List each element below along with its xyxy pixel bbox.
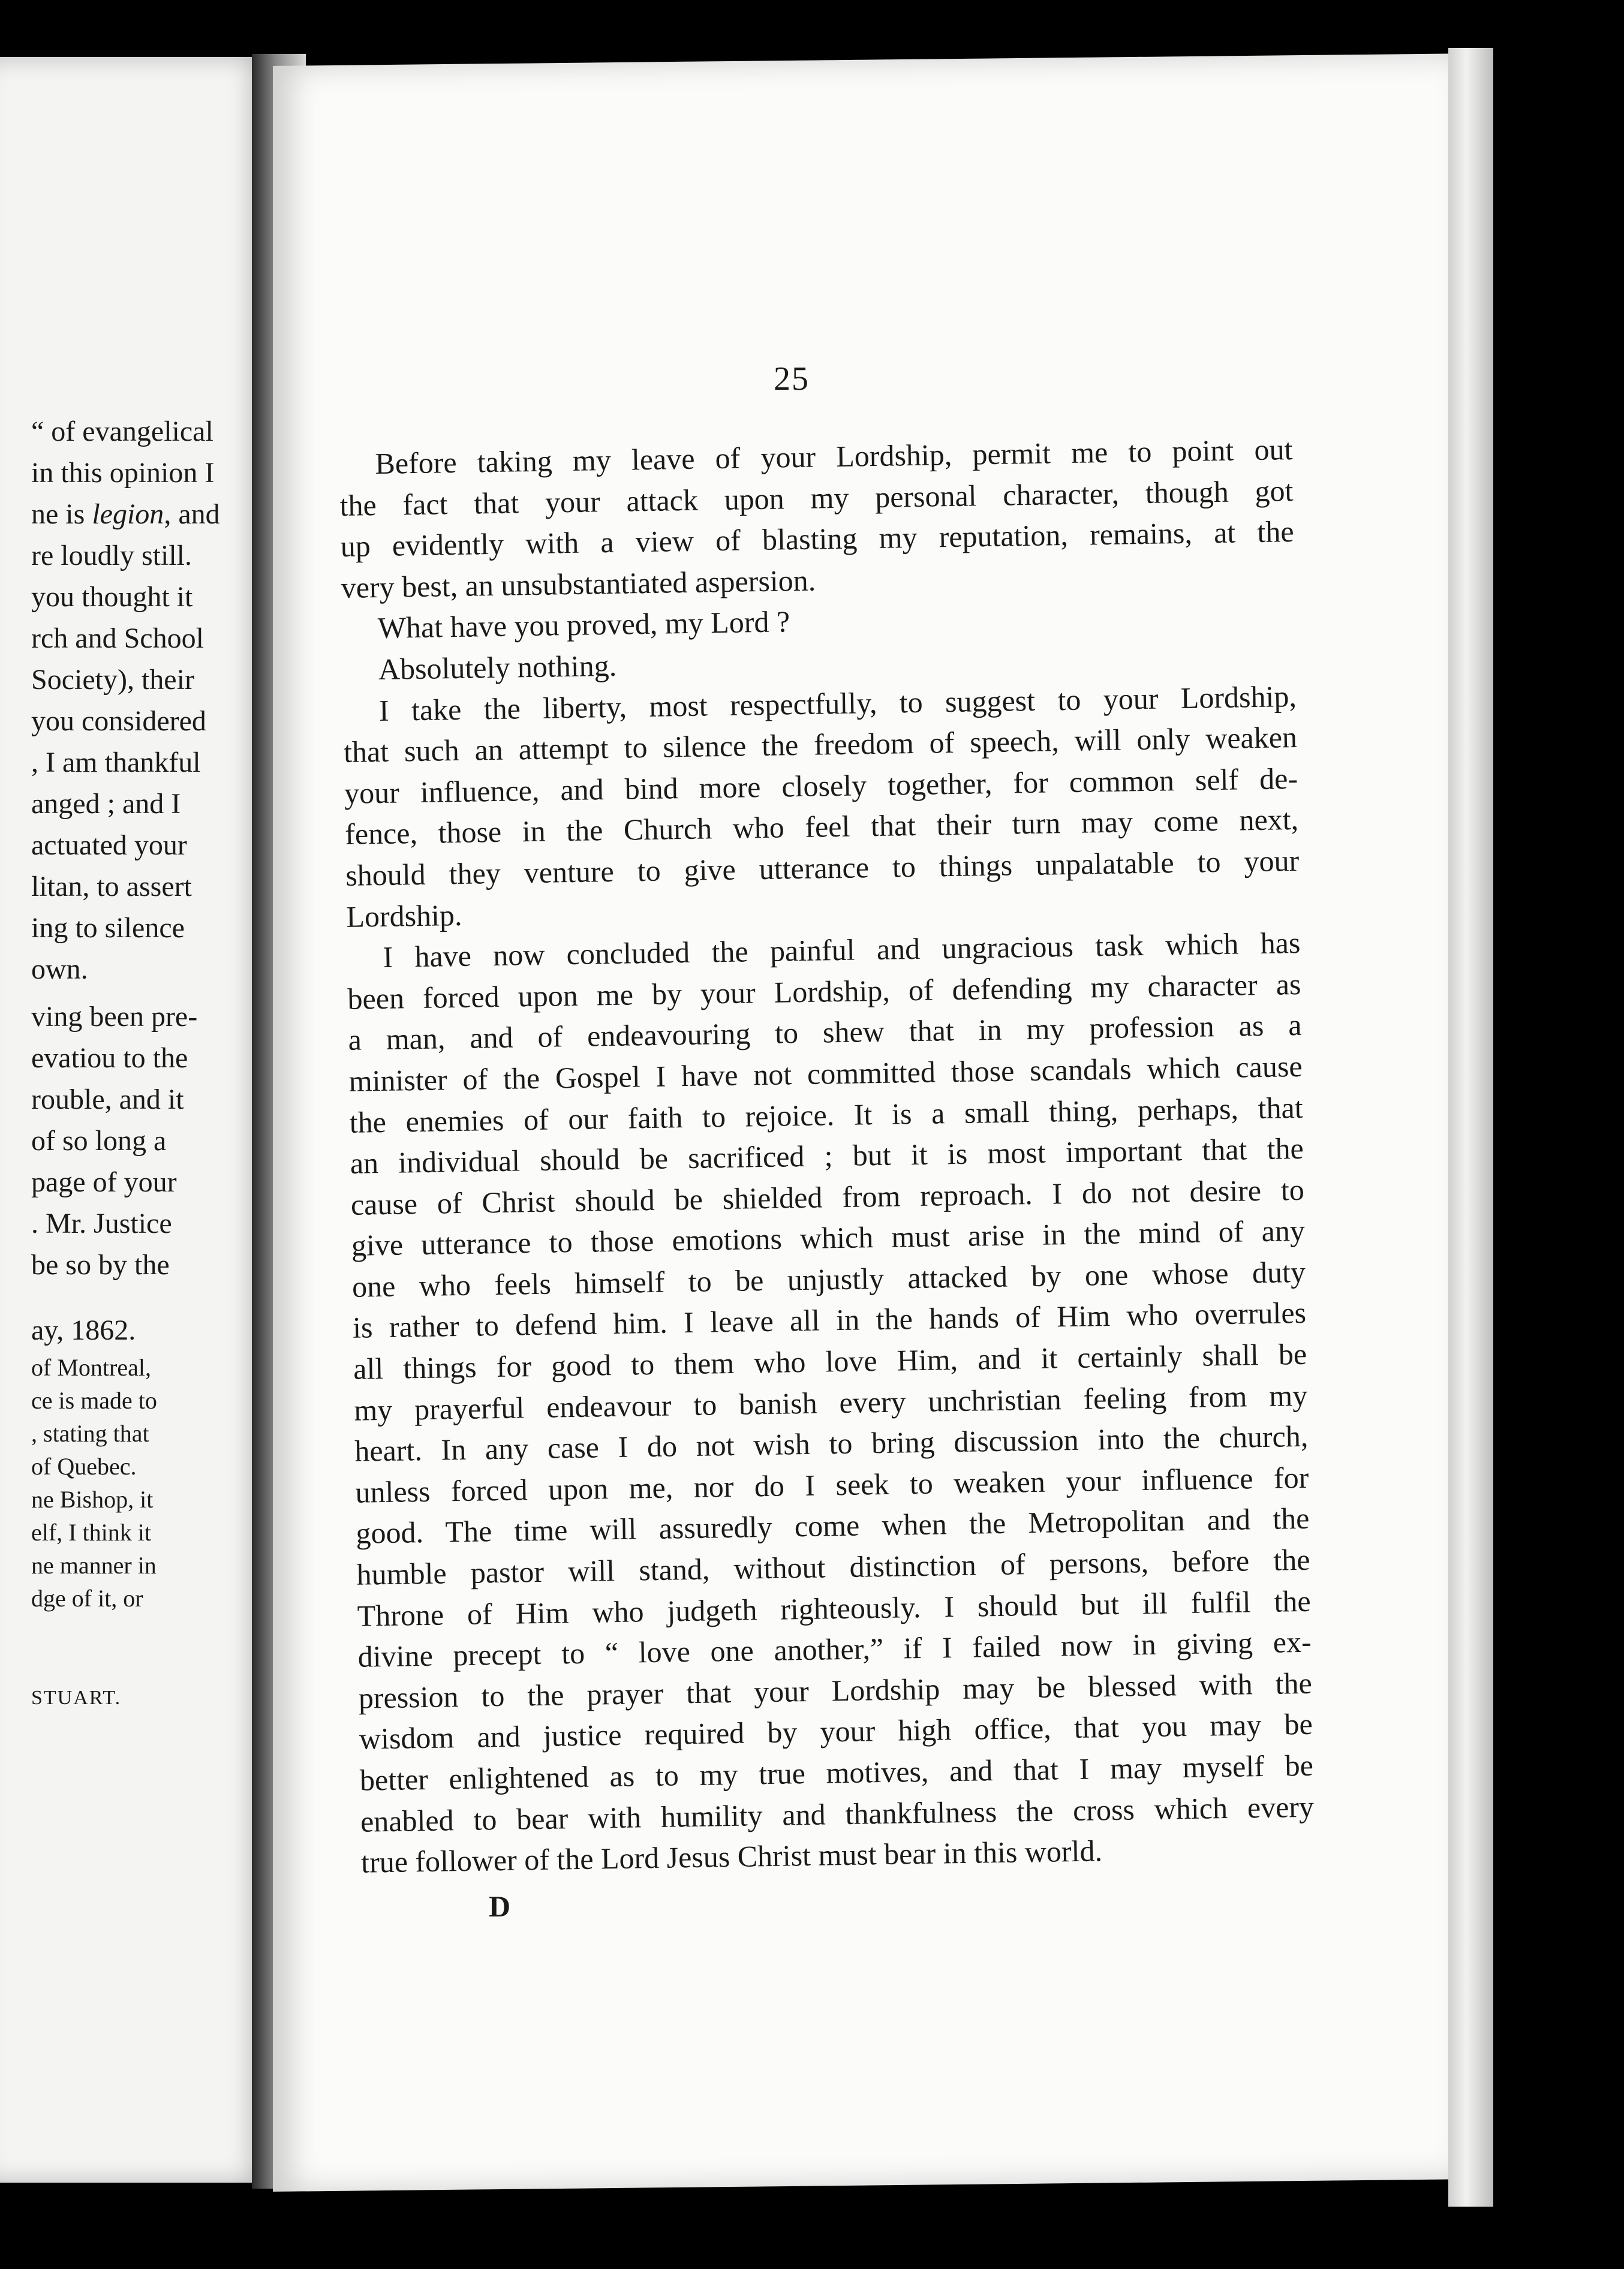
left-page-line: , I am thankful [31, 747, 201, 778]
body-line: give utterance to those emotions which must arise in the mind of any [351, 1214, 1306, 1263]
body-line: cause of Christ should be shielded from reproach. I do not desire to [350, 1172, 1305, 1221]
body-line: one who feels himself to be unjustly attacked by one whose duty [351, 1254, 1306, 1304]
body-line: I take the liberty, most respectfully, to suggest to your Lordship, [378, 679, 1297, 727]
signature-mark: D [489, 1889, 511, 1923]
left-page-line: you thought it [31, 581, 193, 613]
body-line: Lordship. [345, 898, 462, 934]
body-line: Absolutely nothing. [378, 648, 617, 686]
body-line: I have now concluded the painful and ungracious task which has [383, 926, 1301, 974]
left-page-footnote-line: , stating that [31, 1420, 149, 1447]
left-page-line: be so by the [31, 1249, 170, 1281]
left-page-footnote-line: dge of it, or [31, 1585, 143, 1612]
left-page-line: ving been pre- [31, 1001, 198, 1033]
body-line: enabled to bear with humility and thankfulness the cross which every [360, 1789, 1315, 1838]
body-line: the fact that your attack upon my personal character, though got [339, 473, 1294, 522]
left-page-footnote-line: of Montreal, [31, 1354, 151, 1381]
body-line: pression to the prayer that your Lordship may be blessed with the [358, 1666, 1313, 1715]
left-page-line: litan, to assert [31, 871, 192, 902]
left-page-line: evatiou to the [31, 1042, 188, 1074]
body-line: all things for good to them who love Him, and it certainly shall be [353, 1337, 1307, 1386]
left-page [0, 57, 270, 2183]
body-line: very best, an unsubstantiated aspersion. [341, 563, 816, 604]
body-line: a man, and of endeavouring to shew that in my profession as a [348, 1008, 1302, 1057]
left-page-date: ay, 1862. [31, 1314, 136, 1346]
left-page-line: of so long a [31, 1125, 167, 1157]
body-line: fence, those in the Church who feel that their turn may come next, [344, 802, 1299, 851]
left-page-line: Society), their [31, 664, 194, 696]
body-line: What have you proved, my Lord ? [377, 604, 790, 645]
left-page-footnote-line: ne Bishop, it [31, 1486, 154, 1513]
body-line: an individual should be sacrificed ; but it is most important that the [350, 1131, 1304, 1180]
body-line: Before taking my leave of your Lordship, permit me to point out [375, 432, 1293, 481]
left-page-line: rouble, and it [31, 1084, 184, 1115]
left-page-line: re loudly still. [31, 540, 192, 571]
left-page-line: rch and School [31, 622, 204, 654]
left-page-footnote-line: ce is made to [31, 1387, 157, 1414]
left-page-text [0, 411, 259, 1710]
left-page-line: anged ; and I [31, 788, 181, 820]
body-line: should they venture to give utterance to things unpalatable to your [345, 843, 1300, 892]
body-line: true follower of the Lord Jesus Christ must bear in this world. [360, 1834, 1103, 1879]
left-page-line: ing to silence [31, 912, 185, 944]
letter-body [339, 429, 1315, 1883]
page-edge [1448, 48, 1493, 2207]
body-line: good. The time will assuredly come when the Metropolitan and the [356, 1501, 1310, 1551]
body-line: wisdom and justice required by your high office, that you may be [359, 1707, 1313, 1756]
body-line: the enemies of our faith to rejoice. It is a small thing, perhaps, that [349, 1090, 1304, 1139]
body-line: unless forced upon me, nor do I seek to weaken your influence for [355, 1460, 1309, 1509]
left-page-line: “ of evangelical [31, 416, 213, 447]
body-line: heart. In any case I do not wish to bring discussion into the church, [354, 1419, 1309, 1468]
page-number: 25 [774, 360, 810, 398]
body-line: minister of the Gospel I have not committed those scandals which cause [348, 1049, 1303, 1098]
left-page-line: actuated your [31, 829, 187, 861]
body-line: humble pastor will stand, without distinction of persons, before the [356, 1542, 1310, 1591]
left-page-footnote-line: elf, I think it [31, 1519, 151, 1546]
left-page-line: own. [31, 953, 88, 985]
left-page-signature: STUART. [31, 1687, 122, 1709]
left-page-line: . Mr. Justice [31, 1208, 172, 1239]
body-line: better enlightened as to my true motives, and that I may myself be [359, 1748, 1314, 1797]
body-line: your influence, and bind more closely together, for common self de- [344, 761, 1298, 810]
body-line: divine precept to “ love one another,” if I failed now in giving ex- [357, 1624, 1312, 1674]
left-page-line: ne is legion, and [31, 498, 220, 530]
body-line: is rather to defend him. I leave all in the hands of Him who overrules [352, 1296, 1307, 1345]
left-page-footnote-line: ne manner in [31, 1552, 157, 1579]
left-page-line: in this opinion I [31, 457, 215, 489]
left-page-footnote-line: of Quebec. [31, 1453, 137, 1480]
body-line: been forced upon me by your Lordship, of defending my character as [347, 967, 1301, 1016]
body-line: Throne of Him who judgeth righteously. I should but ill fulfil the [357, 1584, 1311, 1633]
left-page-line: you considered [31, 705, 206, 737]
body-line: up evidently with a view of blasting my reputation, remains, at the [340, 514, 1294, 564]
left-page-line: page of your [31, 1166, 177, 1198]
body-line: my prayerful endeavour to banish every unchristian feeling from my [353, 1378, 1308, 1427]
body-line: that such an attempt to silence the freedom of speech, will only weaken [343, 720, 1298, 769]
